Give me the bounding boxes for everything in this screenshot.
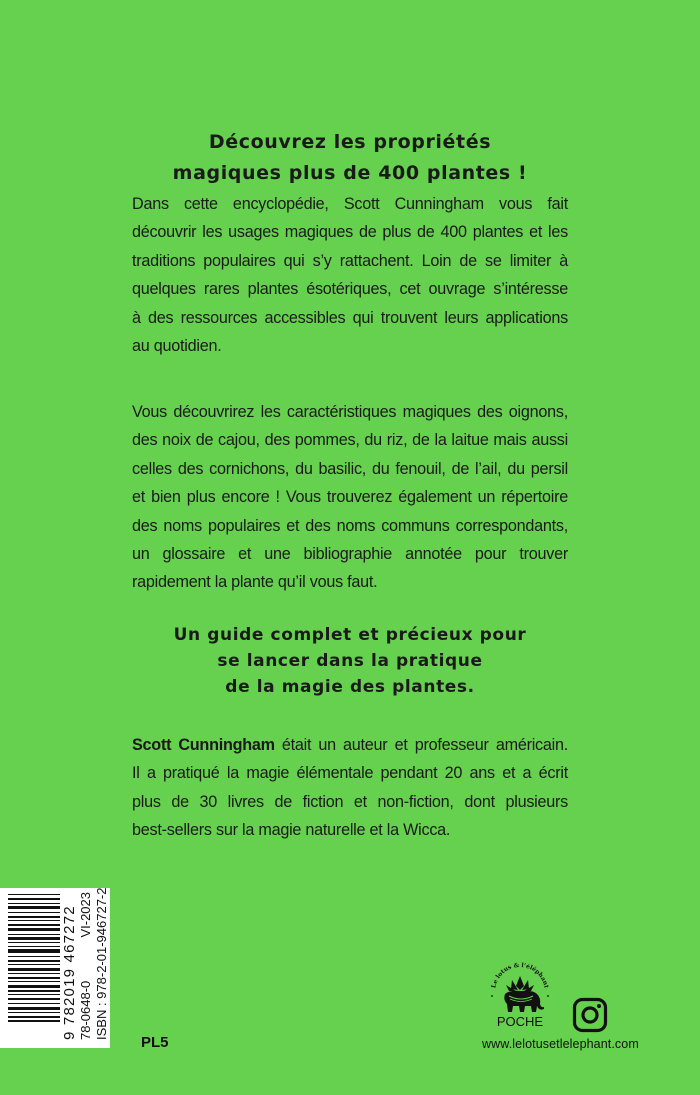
text-line: Il a pratiqué la magie élémentale pendant 20 ans et a écrit xyxy=(132,764,568,783)
text-line: à des ressources accessibles qui trouvent leurs applications xyxy=(132,308,568,327)
barcode-code-line xyxy=(78,892,93,1040)
text-line xyxy=(132,731,568,759)
text-line: traditions populaires qui s’y rattachent. Loin de se limiter à xyxy=(132,251,568,270)
headline xyxy=(0,127,700,189)
collection-name: POCHE xyxy=(496,1014,544,1029)
tagline-line: Un guide complet et précieux pour xyxy=(173,625,527,645)
text-line: plus de 30 livres de fiction et non-fiction, dont plusieurs xyxy=(132,792,568,811)
author-name: Scott Cunningham xyxy=(132,736,275,754)
publisher-logo xyxy=(485,960,555,1032)
text-line: Vous découvrirez les caractéristiques magiques des oignons, xyxy=(132,403,568,421)
headline-line: magiques plus de 400 plantes ! xyxy=(172,162,528,184)
isbn: ISBN : 978-2-01-946727-2 xyxy=(94,887,109,1040)
bio-text: était un auteur et professeur américain. xyxy=(274,736,568,754)
publisher-website[interactable]: www.lelotusetlelephant.com xyxy=(482,1037,639,1051)
text-line: des noix de cajou, des pommes, du riz, de la laitue mais aussi xyxy=(132,431,568,450)
publisher-arc-text: Le lotus & l’éléphant xyxy=(490,961,550,989)
text-line: quelques rares plantes ésotériques, cet ouvrage s’intéresse xyxy=(132,280,568,299)
tagline xyxy=(0,622,700,700)
barcode-digits: 9 782019 467272 xyxy=(61,905,78,1040)
text-line: découvrir les usages magiques de plus de 400 plantes et les xyxy=(132,223,568,242)
description-paragraph-1 xyxy=(132,190,568,360)
lotus-elephant-icon xyxy=(485,960,555,1032)
text-line: rapidement la plante qu’il vous faut. xyxy=(132,573,378,592)
text-line: celles des cornichons, du basilic, du fenouil, de l’ail, du persil xyxy=(132,459,568,478)
text-line: et bien plus encore ! Vous trouverez également un répertoire xyxy=(132,488,568,507)
print-date: VI-2023 xyxy=(78,892,93,938)
price-code: PL5 xyxy=(141,1034,169,1051)
barcode-block xyxy=(0,888,110,1048)
tagline-line: de la magie des plantes. xyxy=(225,677,475,697)
text-line: Dans cette encyclopédie, Scott Cunningham vous fait xyxy=(132,195,568,213)
headline-line: Découvrez les propriétés xyxy=(208,131,492,153)
text-line: des noms populaires et des noms communs correspondants, xyxy=(132,516,568,535)
description-paragraph-2 xyxy=(132,398,568,597)
tagline-line: se lancer dans la pratique xyxy=(217,651,483,671)
internal-code: 78-0648-0 xyxy=(78,980,93,1040)
author-bio xyxy=(132,731,568,845)
barcode-icon xyxy=(8,894,60,1022)
text-line: best-sellers sur la magie naturelle et la Wicca. xyxy=(132,821,451,840)
text-line: au quotidien. xyxy=(132,337,222,356)
instagram-icon[interactable] xyxy=(572,997,608,1033)
text-line: un glossaire et une bibliographie annotée pour trouver xyxy=(132,545,568,564)
